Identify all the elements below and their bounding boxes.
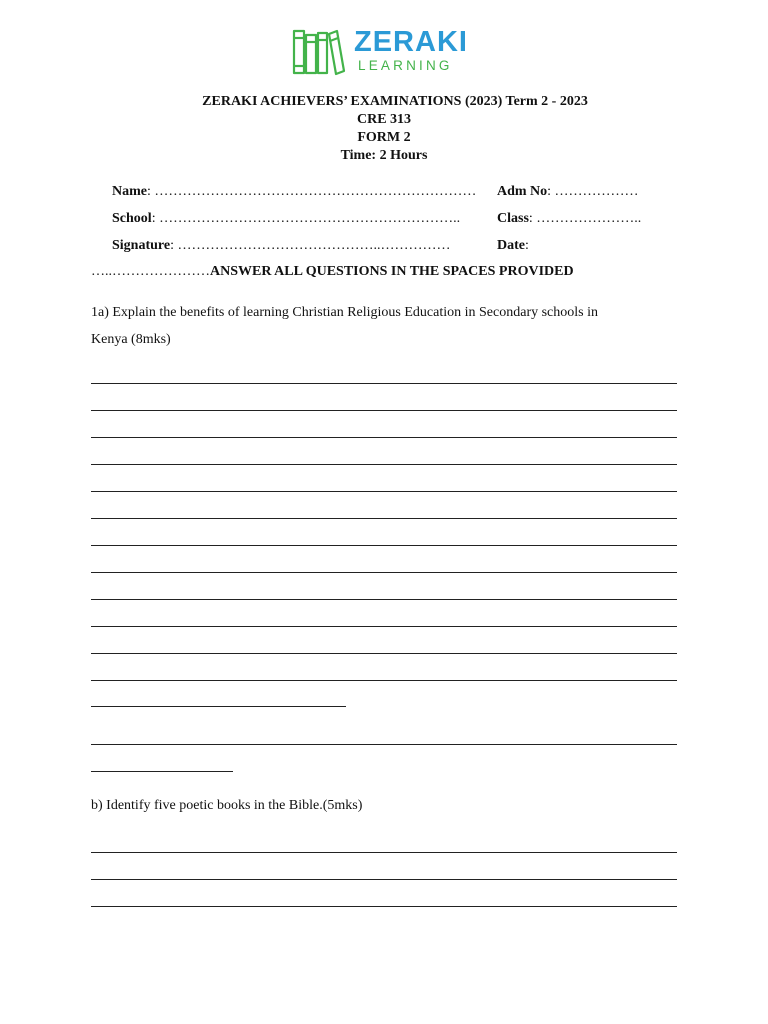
school-dots: : ……………………………………………………….. xyxy=(151,211,461,226)
name-field[interactable] xyxy=(112,183,476,200)
signature-dots: : ……………………………………..…………… xyxy=(170,238,451,253)
answer-line[interactable] xyxy=(91,464,677,465)
zeraki-logo xyxy=(292,26,482,76)
answer-line[interactable] xyxy=(91,906,677,907)
adm-no-label: Adm No xyxy=(497,184,548,199)
name-dots: : …………………………………………………………… xyxy=(147,184,477,199)
question-1b: b) Identify five poetic books in the Bible.(5mks) xyxy=(91,798,363,813)
answer-line[interactable] xyxy=(91,545,677,546)
instruction-line xyxy=(91,263,574,280)
answer-line[interactable] xyxy=(91,744,677,745)
subject-code: CRE 313 xyxy=(356,112,412,127)
answer-line[interactable] xyxy=(91,653,677,654)
answer-line[interactable] xyxy=(91,852,677,853)
answer-line[interactable] xyxy=(91,572,677,573)
answer-line[interactable] xyxy=(91,518,677,519)
signature-field[interactable] xyxy=(112,237,450,254)
date-field[interactable] xyxy=(497,237,529,254)
class-dots: : ………………….. xyxy=(528,211,642,226)
answer-line[interactable] xyxy=(91,410,677,411)
question-1a-line-2: Kenya (8mks) xyxy=(91,332,171,347)
answer-line[interactable] xyxy=(91,491,677,492)
books-icon xyxy=(292,28,346,76)
adm-no-field[interactable] xyxy=(497,183,639,200)
signature-label: Signature xyxy=(112,238,171,253)
answer-line[interactable] xyxy=(91,599,677,600)
answer-line[interactable] xyxy=(91,626,677,627)
question-1a-line-1: 1a) Explain the benefits of learning Christian Religious Education in Secondary schools in xyxy=(91,305,599,320)
school-label: School xyxy=(112,211,152,226)
class-field[interactable] xyxy=(497,210,641,227)
brand-name: ZERAKI xyxy=(354,26,468,58)
instruction-dots: …..………………… xyxy=(91,264,210,279)
answer-line[interactable] xyxy=(91,383,677,384)
time-allowed: Time: 2 Hours xyxy=(340,148,428,163)
brand-tagline: LEARNING xyxy=(358,58,453,73)
class-label: Class xyxy=(497,211,529,226)
date-label: Date xyxy=(497,238,525,253)
instruction-text: ANSWER ALL QUESTIONS IN THE SPACES PROVIDED xyxy=(210,264,574,279)
answer-line[interactable] xyxy=(91,680,677,681)
answer-line[interactable] xyxy=(91,879,677,880)
date-dots: : xyxy=(525,238,529,253)
name-label: Name xyxy=(112,184,147,199)
exam-title: ZERAKI ACHIEVERS’ EXAMINATIONS (2023) Term 2 - 2023 xyxy=(202,94,588,109)
form-level: FORM 2 xyxy=(357,130,411,145)
answer-line[interactable] xyxy=(91,437,677,438)
answer-line-short[interactable] xyxy=(91,706,346,707)
school-field[interactable] xyxy=(112,210,460,227)
adm-no-dots: : ……………… xyxy=(547,184,639,199)
answer-line-short[interactable] xyxy=(91,771,233,772)
